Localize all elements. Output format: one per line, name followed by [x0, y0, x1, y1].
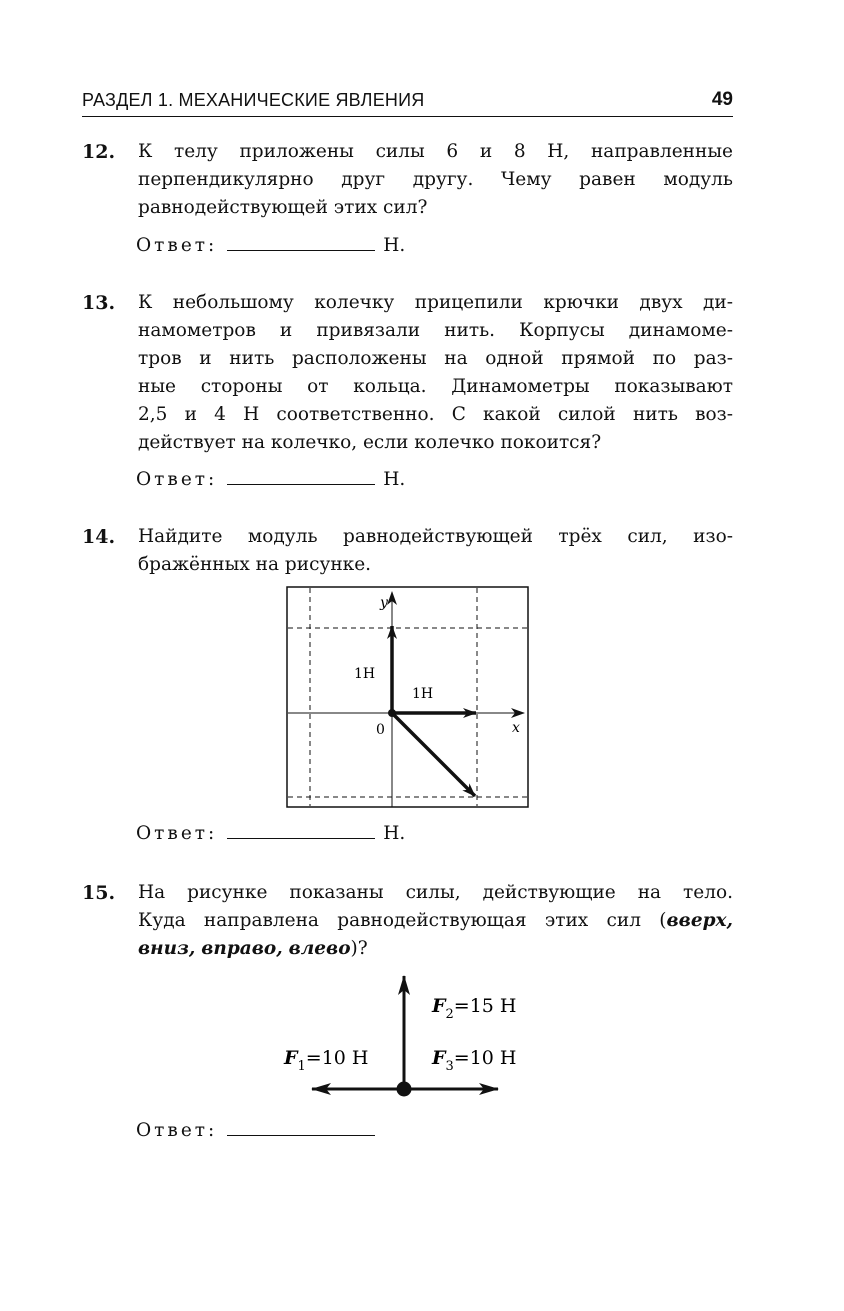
- problem-text: [138, 879, 733, 963]
- problem-number: 15.: [82, 882, 116, 904]
- problem-text: [138, 289, 733, 457]
- f2-label: $F_2=15$ Н: [432, 995, 517, 1022]
- answer-row-13: [136, 466, 405, 493]
- section-title: РАЗДЕЛ 1. МЕХАНИЧЕСКИЕ ЯВЛЕНИЯ: [82, 90, 425, 110]
- answer-row-15: [136, 1117, 375, 1144]
- option-right: вправо,: [201, 938, 283, 959]
- problem-number: 12.: [82, 141, 116, 163]
- answer-label: Ответ:: [136, 823, 218, 844]
- answer-blank[interactable]: [227, 820, 375, 839]
- page-number: 49: [711, 89, 733, 110]
- horizontal-force-label: 1Н: [412, 686, 434, 702]
- answer-blank[interactable]: [227, 232, 375, 251]
- text-line: К телу приложены силы 6 и 8 Н, направленные: [138, 141, 733, 162]
- body-forces-figure: [270, 970, 540, 1110]
- origin-point: [388, 709, 396, 717]
- problem-12: [82, 138, 733, 222]
- text-line: [138, 935, 733, 963]
- f3-label: $F_3=10$ Н: [432, 1047, 517, 1074]
- option-up: вверх,: [666, 910, 733, 931]
- text-line: [138, 907, 733, 935]
- vertical-force-label: 1Н: [354, 666, 376, 682]
- text-line: На рисунке показаны силы, действующие на тело.: [138, 882, 733, 903]
- option-left: влево: [288, 938, 351, 959]
- text-line: бражённых на рисунке.: [138, 554, 372, 575]
- force-grid-figure: [286, 586, 530, 810]
- answer-blank[interactable]: [227, 466, 375, 485]
- f1-label: $F_1=10$ Н: [284, 1047, 369, 1074]
- answer-label: Ответ:: [136, 469, 218, 490]
- force-vector-diagonal: [392, 713, 475, 796]
- problem-number: 14.: [82, 526, 116, 548]
- origin-label: 0: [376, 722, 385, 738]
- x-axis-label: x: [512, 720, 520, 736]
- answer-label: Ответ:: [136, 235, 218, 256]
- text-line: перпендикулярно друг другу. Чему равен модуль: [138, 169, 733, 190]
- answer-blank[interactable]: [227, 1117, 375, 1136]
- text-line: Найдите модуль равнодействующей трёх сил, изо-: [138, 526, 733, 547]
- problem-14: [82, 523, 733, 579]
- text-line: равнодействующей этих сил?: [138, 197, 428, 218]
- text-line: действует на колечко, если колечко покоится?: [138, 432, 602, 453]
- dashed-grid: [288, 588, 527, 806]
- answer-label: Ответ:: [136, 1120, 218, 1141]
- answer-row-14: [136, 820, 405, 847]
- text-fragment: )?: [350, 938, 368, 959]
- body-point: [397, 1082, 412, 1097]
- page-header: [82, 88, 733, 117]
- problem-15: [82, 879, 733, 963]
- answer-unit: Н.: [383, 469, 406, 490]
- text-line: К небольшому колечку прицепили крючки двух ди-: [138, 292, 733, 313]
- option-down: вниз,: [138, 938, 196, 959]
- text-line: намометров и привязали нить. Корпусы динамоме-: [138, 320, 733, 341]
- problem-13: [82, 289, 733, 457]
- text-fragment: Куда направлена равнодействующая этих сил (: [138, 910, 667, 931]
- text-line: ные стороны от кольца. Динамометры показывают: [138, 376, 733, 397]
- text-line: 2,5 и 4 Н соответственно. С какой силой нить воз-: [138, 404, 733, 425]
- y-axis-label: y: [380, 595, 388, 611]
- problem-text: [138, 138, 733, 222]
- problem-number: 13.: [82, 292, 116, 314]
- problem-text: [138, 523, 733, 579]
- text-line: тров и нить расположены на одной прямой по раз-: [138, 348, 733, 369]
- answer-unit: Н.: [383, 823, 406, 844]
- answer-row-12: [136, 232, 405, 259]
- answer-unit: Н.: [383, 235, 406, 256]
- figure-frame: [287, 587, 528, 807]
